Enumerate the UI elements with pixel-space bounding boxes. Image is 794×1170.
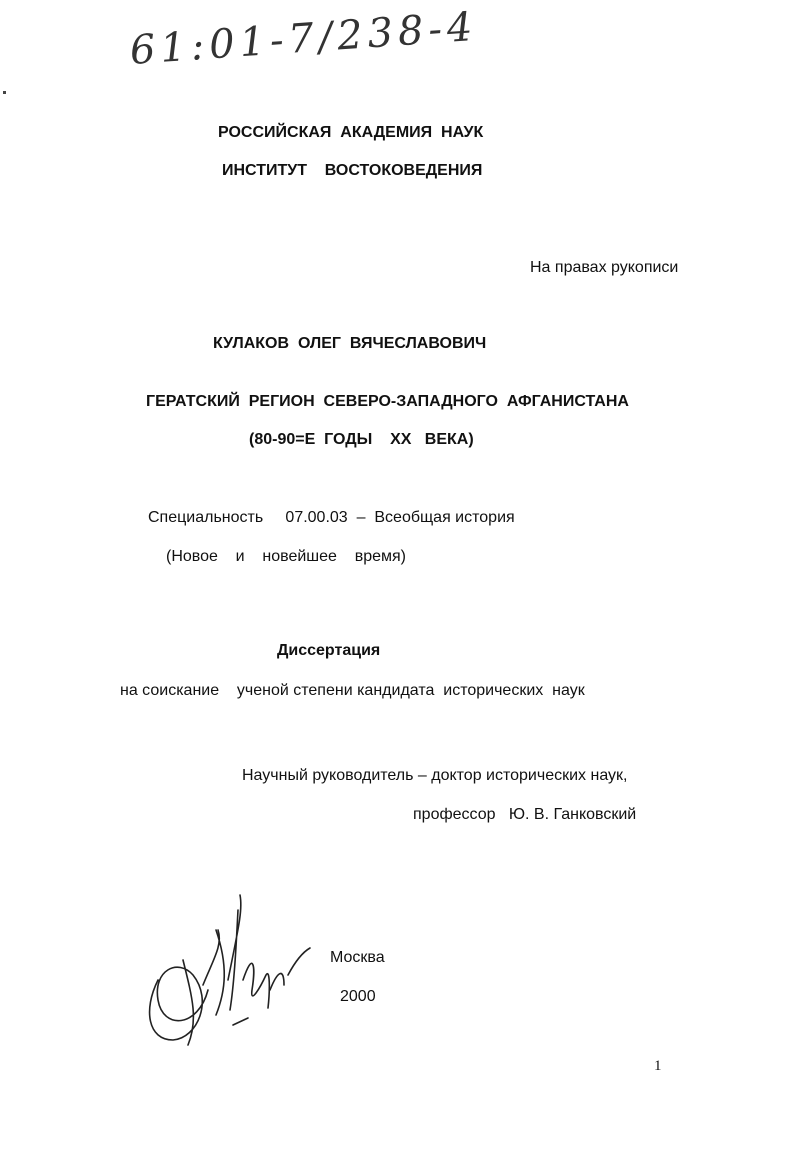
- dissertation-label: Диссертация: [277, 642, 381, 659]
- handwritten-archive-code: 61:01-7/238-4: [128, 3, 479, 74]
- city: Москва: [330, 949, 385, 966]
- supervisor-name: профессор Ю. В. Ганковский: [413, 806, 637, 823]
- manuscript-rights-note: На правах рукописи: [530, 259, 679, 276]
- title-line-1: ГЕРАТСКИЙ РЕГИОН СЕВЕРО-ЗАПАДНОГО АФГАНИСТАНА: [146, 393, 629, 410]
- specialty-subtitle: (Новое и новейшее время): [166, 548, 406, 565]
- specialty-line: Специальность 07.00.03 – Всеобщая история: [148, 509, 515, 526]
- scan-speck: [3, 91, 6, 94]
- page-number: 1: [654, 1058, 662, 1074]
- academy-heading: РОССИЙСКАЯ АКАДЕМИЯ НАУК: [218, 124, 484, 141]
- author-name: КУЛАКОВ ОЛЕГ ВЯЧЕСЛАВОВИЧ: [213, 335, 487, 352]
- signature-graphic: [138, 890, 323, 1055]
- institute-heading: ИНСТИТУТ ВОСТОКОВЕДЕНИЯ: [222, 162, 483, 179]
- title-line-2: (80-90=Е ГОДЫ XX ВЕКА): [249, 431, 474, 448]
- degree-purpose: на соискание ученой степени кандидата исторических наук: [120, 682, 585, 699]
- supervisor-line: Научный руководитель – доктор исторических наук,: [242, 767, 628, 784]
- year: 2000: [340, 988, 376, 1005]
